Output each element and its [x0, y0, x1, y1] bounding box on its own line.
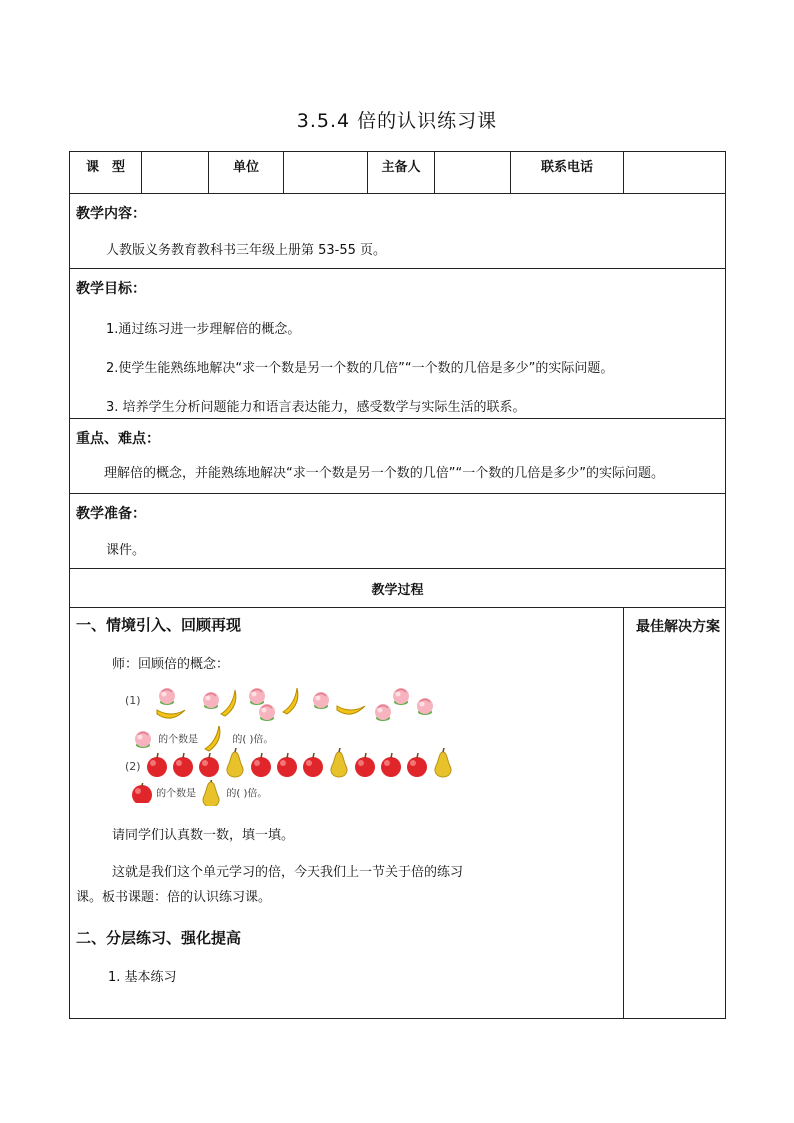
- unit-label: 单位: [209, 152, 284, 194]
- count-line: 请同学们认真数一数，填一填。: [112, 828, 295, 843]
- prep-text: 课件。: [106, 543, 146, 558]
- course-type-label: 课 型: [70, 152, 142, 194]
- exercise-1-fruits: [145, 682, 445, 722]
- preparer-value: [435, 152, 511, 194]
- keypoints-heading: 重点、难点：: [76, 431, 160, 447]
- exercise-1-text-a: 的个数是: [158, 734, 199, 746]
- content-text: 人教版义务教育教科书三年级上册第 53-55 页。: [106, 243, 387, 258]
- basic-practice: 1. 基本练习: [108, 970, 177, 985]
- prep-heading: 教学准备：: [76, 506, 146, 522]
- exercise-2-text-b: 的( )倍。: [226, 788, 268, 800]
- unit-value: [284, 152, 368, 194]
- intro-line-1: 这就是我们这个单元学习的倍，今天我们上一节关于倍的练习: [112, 865, 464, 880]
- intro-line-2: 课。板书课题：倍的认识练习课。: [76, 890, 272, 905]
- phone-value: [624, 152, 726, 194]
- section-2-title: 二、分层练习、强化提高: [76, 929, 242, 947]
- process-body-row: [70, 608, 726, 1019]
- exercise-2-text-a: 的个数是: [156, 788, 197, 800]
- prep-row: [70, 494, 726, 569]
- teacher-line: 师：回顾倍的概念：: [112, 657, 230, 672]
- keypoints-row: [70, 419, 726, 494]
- preparer-label: 主备人: [368, 152, 435, 194]
- header-row: [70, 152, 726, 194]
- course-type-value: [142, 152, 209, 194]
- goals-heading: 教学目标：: [76, 281, 146, 297]
- process-main-cell: [70, 608, 624, 1019]
- goal-item: 1.通过练习进一步理解倍的概念。: [106, 322, 301, 337]
- process-heading-row: [70, 569, 726, 608]
- fruit-exercises: [70, 682, 623, 802]
- exercise-2-number: (2): [125, 760, 141, 773]
- exercise-1-text-b: 的( )倍。: [232, 734, 274, 746]
- goals-row: [70, 269, 726, 419]
- exercise-1-number: (1): [125, 694, 141, 707]
- keypoints-text: 理解倍的概念，并能熟练地解决“求一个数是另一个数的几倍”“一个数的几倍是多少”的实际问题。: [104, 466, 664, 481]
- goal-item: 3. 培养学生分析问题能力和语言表达能力，感受数学与实际生活的联系。: [106, 400, 526, 415]
- section-1-title: 一、情境引入、回顾再现: [76, 616, 242, 634]
- apple-icon: [132, 783, 152, 803]
- side-heading: 最佳解决方案: [636, 619, 720, 635]
- content-heading: 教学内容：: [76, 206, 146, 222]
- exercise-1-question: [132, 726, 273, 748]
- lesson-plan-table: [69, 151, 726, 1019]
- phone-label: 联系电话: [511, 152, 624, 194]
- document-title: 3.5.4 倍的认识练习课: [296, 110, 498, 132]
- process-heading: 教学过程: [70, 569, 726, 608]
- content-row: [70, 194, 726, 269]
- exercise-2-fruits: [145, 748, 465, 780]
- process-side-cell: [624, 608, 726, 1019]
- goal-item: 2.使学生能熟练地解决“求一个数是另一个数的几倍”“一个数的几倍是多少”的实际问题。: [106, 361, 614, 376]
- exercise-2-question: [132, 780, 267, 802]
- pear-icon: [200, 780, 222, 806]
- peach-icon: [132, 728, 154, 750]
